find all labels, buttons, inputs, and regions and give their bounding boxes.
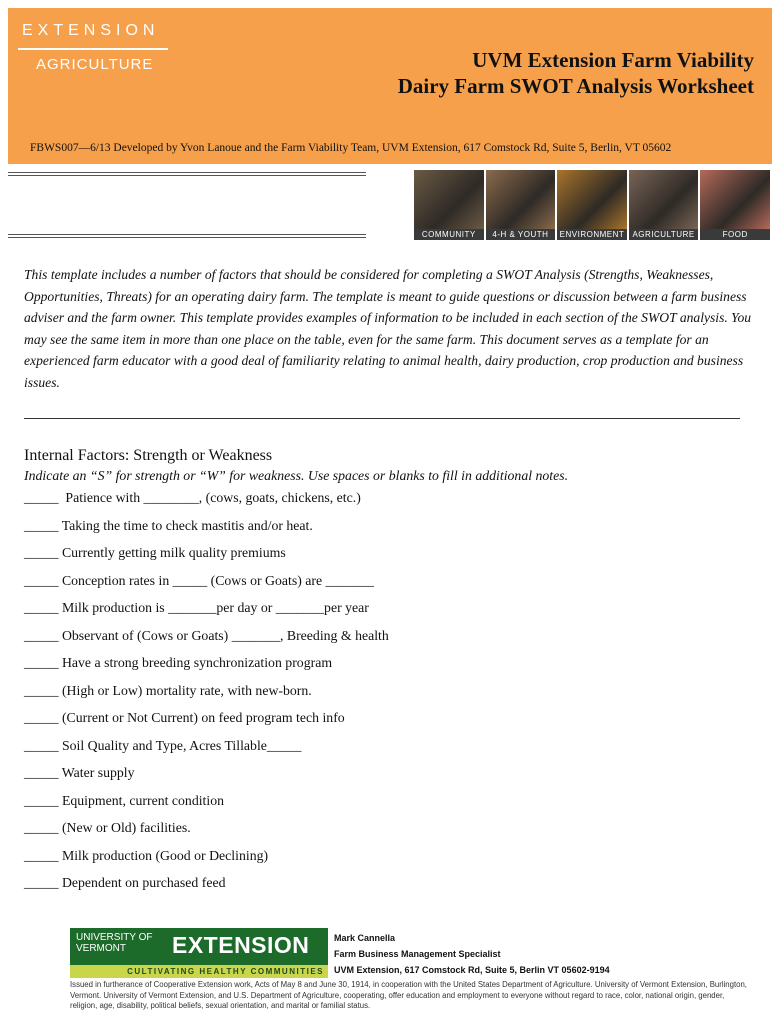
section-instructions: Indicate an “S” for strength or “W” for weakness. Use spaces or blanks to fill in additional notes. [24, 468, 569, 483]
factor-item: _____ Soil Quality and Type, Acres Tillable_____ [24, 737, 302, 753]
photo-4h-youth-image [486, 170, 556, 229]
section-divider [24, 418, 740, 419]
document-title-line2: Dairy Farm SWOT Analysis Worksheet [397, 74, 754, 98]
header-rule-bottom [8, 234, 366, 238]
logo-extension: EXTENSION [172, 932, 310, 958]
intro-paragraph: This template includes a number of factors that should be considered for completing a SWOT Analysis (Strengths, Weaknesses, Opportunities, Threats) for an operating dairy farm. The template is meant to guide questions or discussion between a farm business adviser and the farm owner. This template provides examples of information to be included in each section of the SWOT analysis. You may see the same item in more than one place on the table, even for the same farm. This document serves as a template for an experienced farm educator with a good deal of familiarity relating to animal health, dairy production, crop production and business issues. [24, 267, 752, 390]
wordmark-divider [18, 48, 168, 50]
contact-block [334, 930, 610, 978]
contact-address: UVM Extension, 617 Comstock Rd, Suite 5, Berlin VT 05602-9194 [334, 965, 610, 975]
uvm-extension-logo [70, 928, 328, 978]
document-title-line1: UVM Extension Farm Viability [472, 48, 754, 72]
photo-community-image [414, 170, 484, 229]
photo-label: AGRICULTURE [629, 229, 699, 240]
factor-list [24, 490, 389, 903]
factor-item: _____ (High or Low) mortality rate, with new-born. [24, 682, 312, 698]
extension-wordmark: EXTENSION [22, 22, 160, 39]
photo-4h-youth [486, 170, 556, 240]
nondiscrimination-statement: Issued in furtherance of Cooperative Extension work, Acts of May 8 and June 30, 1914, in cooperation with the United States Department of Agriculture. University of Vermont Extension, Burlington, Vermont. University of Vermont Extension, and U.S. Department of Agriculture, cooperating, offer education and employment to everyone without regard to race, color, national origin, gender, religion, age, disability, political beliefs, sexual orientation, and marital or familial status. [70, 980, 747, 1010]
factor-item: _____ Milk production is _______per day or _______per year [24, 600, 369, 615]
header-rule-top [8, 172, 366, 176]
factor-item: _____ (Current or Not Current) on feed program tech info [24, 710, 345, 725]
factor-item: _____ Equipment, current condition [24, 792, 225, 808]
photo-label: COMMUNITY [414, 229, 484, 240]
logo-tagline: CULTIVATING HEALTHY COMMUNITIES [70, 965, 328, 978]
header-banner [8, 8, 772, 164]
photo-agriculture-image [629, 170, 699, 229]
program-photo-strip [414, 170, 770, 240]
photo-community [414, 170, 484, 240]
section-title: Internal Factors: Strength or Weakness [24, 447, 273, 464]
photo-agriculture [629, 170, 699, 240]
factor-item: _____ Water supply [24, 765, 135, 780]
photo-food [700, 170, 770, 240]
photo-label: 4-H & YOUTH [486, 229, 556, 240]
factor-item: _____ Have a strong breeding synchronization program [24, 655, 333, 670]
photo-label: FOOD [700, 229, 770, 240]
photo-environment [557, 170, 627, 240]
factor-item: _____ Taking the time to check mastitis and/or heat. [24, 517, 313, 533]
photo-environment-image [557, 170, 627, 229]
photo-food-image [700, 170, 770, 229]
document-credit: FBWS007—6/13 Developed by Yvon Lanoue and the Farm Viability Team, UVM Extension, 617 Comstock Rd, Suite 5, Berlin, VT 05602 [30, 142, 672, 154]
factor-item: _____ Patience with ________, (cows, goats, chickens, etc.) [24, 490, 361, 505]
logo-university: UNIVERSITY OF VERMONT [76, 932, 153, 954]
agriculture-wordmark: AGRICULTURE [36, 56, 154, 73]
factor-item: _____ Conception rates in _____ (Cows or Goats) are _______ [24, 572, 374, 588]
contact-title: Farm Business Management Specialist [334, 949, 501, 959]
contact-name: Mark Cannella [334, 933, 396, 943]
factor-item: _____ Milk production (Good or Declining) [24, 847, 269, 863]
factor-item: _____ (New or Old) facilities. [24, 820, 191, 835]
factor-item: _____ Observant of (Cows or Goats) _______, Breeding & health [24, 627, 389, 643]
factor-item: _____ Dependent on purchased feed [24, 875, 226, 890]
photo-label: ENVIRONMENT [557, 229, 627, 240]
factor-item: _____ Currently getting milk quality premiums [24, 545, 286, 560]
